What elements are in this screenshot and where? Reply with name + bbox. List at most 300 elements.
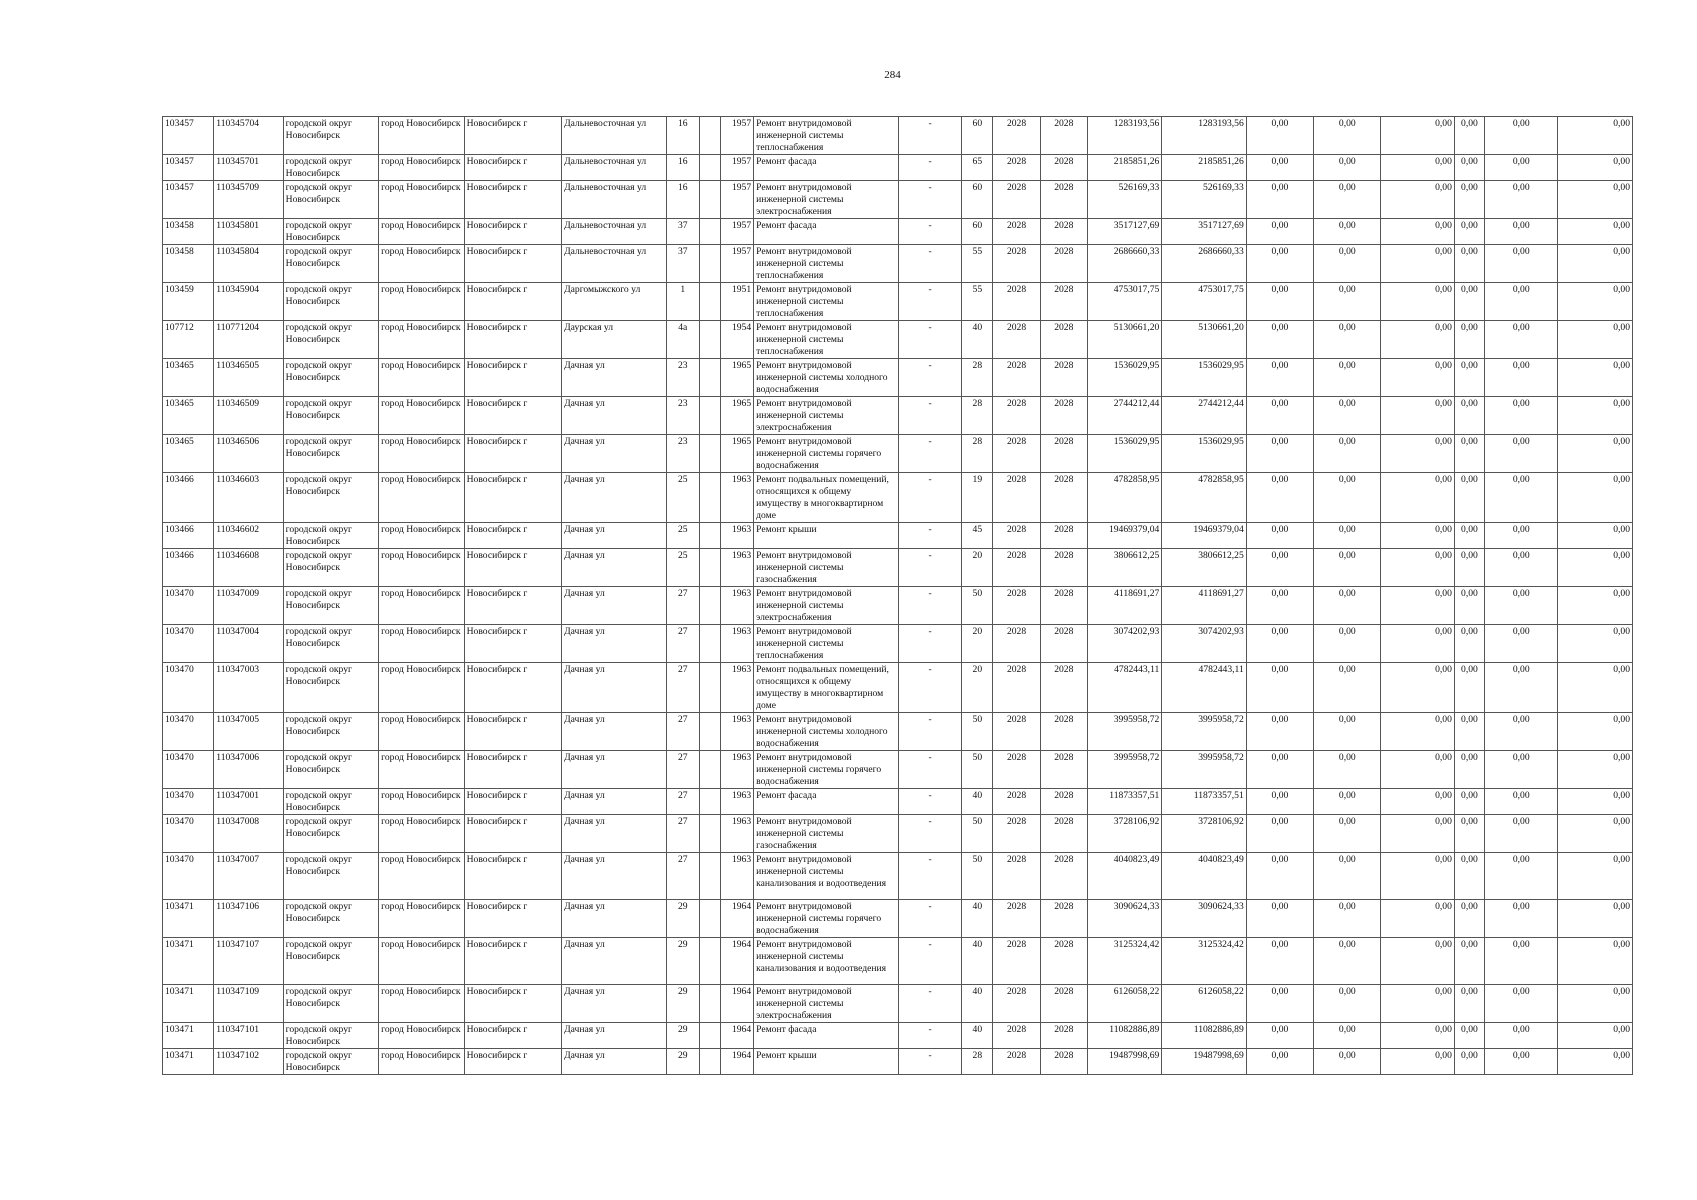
cell-settlement: город Новосибирск — [379, 181, 464, 219]
cell-budget-local: 0,00 — [1381, 523, 1454, 549]
cell-work-id: 110347008 — [214, 815, 283, 853]
cell-system-id: 103458 — [163, 219, 214, 245]
cell-building — [699, 900, 720, 938]
cell-budget-regional: 0,00 — [1314, 751, 1381, 789]
cell-budget-regional: 0,00 — [1314, 117, 1381, 155]
cell-plan-year-end: 2028 — [1040, 713, 1087, 751]
cell-work-type: Ремонт внутридомовой инженерной системы газоснабжения — [754, 549, 899, 587]
cell-budget-local: 0,00 — [1381, 938, 1454, 985]
cell-other-2: 0,00 — [1558, 219, 1633, 245]
cell-municipal-district: городской округ Новосибирск — [283, 359, 379, 397]
cell-budget-local: 0,00 — [1381, 181, 1454, 219]
cell-owners-share: 0,00 — [1454, 985, 1484, 1023]
cell-fund-cost: 11873357,51 — [1162, 789, 1246, 815]
cell-budget-federal: 0,00 — [1246, 900, 1313, 938]
cell-house-number: 25 — [666, 523, 699, 549]
cell-building — [699, 1023, 720, 1049]
cell-other-1: 0,00 — [1485, 853, 1558, 900]
cell-house-number: 37 — [666, 219, 699, 245]
cell-other-1: 0,00 — [1485, 181, 1558, 219]
cell-plan-year-start: 2028 — [993, 397, 1040, 435]
cell-system-id: 103465 — [163, 435, 214, 473]
cell-settlement: город Новосибирск — [379, 900, 464, 938]
cell-locality: Новосибирск г — [464, 397, 562, 435]
cell-locality: Новосибирск г — [464, 435, 562, 473]
cell-settlement: город Новосибирск — [379, 523, 464, 549]
cell-wear-percent: 40 — [962, 321, 993, 359]
cell-settlement: город Новосибирск — [379, 789, 464, 815]
cell-owners-share: 0,00 — [1454, 587, 1484, 625]
cell-total-cost: 3728106,92 — [1087, 815, 1161, 853]
cell-budget-regional: 0,00 — [1314, 435, 1381, 473]
cell-dash: - — [898, 473, 961, 523]
cell-locality: Новосибирск г — [464, 283, 562, 321]
cell-fund-cost: 1536029,95 — [1162, 359, 1246, 397]
cell-budget-federal: 0,00 — [1246, 625, 1313, 663]
cell-year-built: 1965 — [720, 359, 753, 397]
cell-dash: - — [898, 985, 961, 1023]
cell-municipal-district: городской округ Новосибирск — [283, 713, 379, 751]
cell-year-built: 1963 — [720, 549, 753, 587]
cell-wear-percent: 55 — [962, 245, 993, 283]
cell-other-1: 0,00 — [1485, 155, 1558, 181]
cell-settlement: город Новосибирск — [379, 435, 464, 473]
cell-work-type: Ремонт внутридомовой инженерной системы горячего водоснабжения — [754, 900, 899, 938]
cell-other-1: 0,00 — [1485, 117, 1558, 155]
cell-total-cost: 11082886,89 — [1087, 1023, 1161, 1049]
cell-total-cost: 2744212,44 — [1087, 397, 1161, 435]
table-row — [163, 473, 1633, 523]
cell-plan-year-end: 2028 — [1040, 853, 1087, 900]
cell-budget-regional: 0,00 — [1314, 155, 1381, 181]
table-row — [163, 117, 1633, 155]
cell-building — [699, 625, 720, 663]
cell-fund-cost: 5130661,20 — [1162, 321, 1246, 359]
cell-plan-year-end: 2028 — [1040, 625, 1087, 663]
cell-plan-year-end: 2028 — [1040, 359, 1087, 397]
cell-fund-cost: 19487998,69 — [1162, 1049, 1246, 1075]
cell-other-1: 0,00 — [1485, 625, 1558, 663]
cell-budget-regional: 0,00 — [1314, 473, 1381, 523]
cell-plan-year-end: 2028 — [1040, 435, 1087, 473]
cell-settlement: город Новосибирск — [379, 283, 464, 321]
cell-building — [699, 435, 720, 473]
cell-house-number: 27 — [666, 789, 699, 815]
cell-plan-year-start: 2028 — [993, 853, 1040, 900]
cell-street: Дачная ул — [562, 815, 667, 853]
cell-wear-percent: 40 — [962, 1023, 993, 1049]
cell-owners-share: 0,00 — [1454, 663, 1484, 713]
cell-other-1: 0,00 — [1485, 219, 1558, 245]
cell-dash: - — [898, 713, 961, 751]
cell-budget-local: 0,00 — [1381, 751, 1454, 789]
cell-building — [699, 713, 720, 751]
cell-house-number: 23 — [666, 397, 699, 435]
cell-other-2: 0,00 — [1558, 587, 1633, 625]
cell-budget-regional: 0,00 — [1314, 1023, 1381, 1049]
cell-plan-year-end: 2028 — [1040, 938, 1087, 985]
cell-wear-percent: 55 — [962, 283, 993, 321]
cell-settlement: город Новосибирск — [379, 853, 464, 900]
cell-owners-share: 0,00 — [1454, 1049, 1484, 1075]
cell-municipal-district: городской округ Новосибирск — [283, 625, 379, 663]
cell-other-2: 0,00 — [1558, 1023, 1633, 1049]
cell-plan-year-end: 2028 — [1040, 117, 1087, 155]
cell-budget-local: 0,00 — [1381, 283, 1454, 321]
cell-total-cost: 3090624,33 — [1087, 900, 1161, 938]
cell-municipal-district: городской округ Новосибирск — [283, 155, 379, 181]
cell-dash: - — [898, 815, 961, 853]
cell-work-id: 110347106 — [214, 900, 283, 938]
cell-system-id: 103471 — [163, 985, 214, 1023]
cell-system-id: 103470 — [163, 663, 214, 713]
cell-wear-percent: 60 — [962, 181, 993, 219]
cell-street: Даурская ул — [562, 321, 667, 359]
cell-work-type: Ремонт внутридомовой инженерной системы электроснабжения — [754, 181, 899, 219]
cell-system-id: 103466 — [163, 549, 214, 587]
cell-plan-year-start: 2028 — [993, 549, 1040, 587]
cell-budget-local: 0,00 — [1381, 245, 1454, 283]
cell-work-type: Ремонт внутридомовой инженерной системы теплоснабжения — [754, 117, 899, 155]
cell-building — [699, 181, 720, 219]
cell-settlement: город Новосибирск — [379, 985, 464, 1023]
cell-building — [699, 985, 720, 1023]
cell-budget-regional: 0,00 — [1314, 523, 1381, 549]
cell-other-2: 0,00 — [1558, 473, 1633, 523]
cell-system-id: 103471 — [163, 900, 214, 938]
cell-work-id: 110347004 — [214, 625, 283, 663]
cell-year-built: 1957 — [720, 219, 753, 245]
cell-other-2: 0,00 — [1558, 985, 1633, 1023]
cell-plan-year-start: 2028 — [993, 359, 1040, 397]
cell-owners-share: 0,00 — [1454, 815, 1484, 853]
cell-fund-cost: 1283193,56 — [1162, 117, 1246, 155]
cell-plan-year-start: 2028 — [993, 155, 1040, 181]
cell-plan-year-end: 2028 — [1040, 245, 1087, 283]
cell-work-type: Ремонт внутридомовой инженерной системы теплоснабжения — [754, 245, 899, 283]
cell-building — [699, 587, 720, 625]
cell-budget-regional: 0,00 — [1314, 900, 1381, 938]
cell-system-id: 103465 — [163, 359, 214, 397]
cell-budget-regional: 0,00 — [1314, 985, 1381, 1023]
cell-municipal-district: городской округ Новосибирск — [283, 549, 379, 587]
cell-other-1: 0,00 — [1485, 713, 1558, 751]
table-row — [163, 625, 1633, 663]
cell-budget-regional: 0,00 — [1314, 321, 1381, 359]
table-row — [163, 789, 1633, 815]
cell-total-cost: 2686660,33 — [1087, 245, 1161, 283]
cell-budget-federal: 0,00 — [1246, 815, 1313, 853]
cell-municipal-district: городской округ Новосибирск — [283, 245, 379, 283]
cell-year-built: 1951 — [720, 283, 753, 321]
cell-municipal-district: городской округ Новосибирск — [283, 321, 379, 359]
cell-dash: - — [898, 219, 961, 245]
cell-system-id: 103457 — [163, 117, 214, 155]
cell-wear-percent: 50 — [962, 713, 993, 751]
cell-budget-federal: 0,00 — [1246, 789, 1313, 815]
table-row — [163, 751, 1633, 789]
cell-plan-year-end: 2028 — [1040, 1049, 1087, 1075]
table-row — [163, 397, 1633, 435]
cell-budget-regional: 0,00 — [1314, 1049, 1381, 1075]
cell-budget-federal: 0,00 — [1246, 321, 1313, 359]
cell-plan-year-end: 2028 — [1040, 1023, 1087, 1049]
cell-plan-year-start: 2028 — [993, 789, 1040, 815]
cell-plan-year-start: 2028 — [993, 1049, 1040, 1075]
cell-system-id: 103457 — [163, 155, 214, 181]
table-row — [163, 587, 1633, 625]
cell-budget-local: 0,00 — [1381, 985, 1454, 1023]
cell-work-type: Ремонт крыши — [754, 523, 899, 549]
cell-other-2: 0,00 — [1558, 523, 1633, 549]
cell-owners-share: 0,00 — [1454, 1023, 1484, 1049]
cell-fund-cost: 3995958,72 — [1162, 751, 1246, 789]
cell-other-2: 0,00 — [1558, 815, 1633, 853]
cell-other-2: 0,00 — [1558, 435, 1633, 473]
cell-other-2: 0,00 — [1558, 853, 1633, 900]
cell-other-1: 0,00 — [1485, 245, 1558, 283]
table-row — [163, 181, 1633, 219]
cell-work-type: Ремонт фасада — [754, 155, 899, 181]
cell-wear-percent: 40 — [962, 985, 993, 1023]
cell-year-built: 1964 — [720, 985, 753, 1023]
cell-work-id: 110345804 — [214, 245, 283, 283]
cell-municipal-district: городской округ Новосибирск — [283, 815, 379, 853]
cell-budget-federal: 0,00 — [1246, 751, 1313, 789]
cell-street: Дачная ул — [562, 751, 667, 789]
cell-plan-year-start: 2028 — [993, 815, 1040, 853]
cell-other-1: 0,00 — [1485, 473, 1558, 523]
cell-plan-year-end: 2028 — [1040, 900, 1087, 938]
cell-year-built: 1963 — [720, 587, 753, 625]
cell-building — [699, 853, 720, 900]
cell-fund-cost: 4782858,95 — [1162, 473, 1246, 523]
cell-system-id: 103471 — [163, 938, 214, 985]
cell-year-built: 1963 — [720, 751, 753, 789]
cell-budget-federal: 0,00 — [1246, 435, 1313, 473]
table-row — [163, 321, 1633, 359]
cell-building — [699, 1049, 720, 1075]
table-row — [163, 155, 1633, 181]
table-row — [163, 245, 1633, 283]
cell-locality: Новосибирск г — [464, 473, 562, 523]
cell-locality: Новосибирск г — [464, 587, 562, 625]
cell-locality: Новосибирск г — [464, 523, 562, 549]
cell-building — [699, 359, 720, 397]
cell-other-1: 0,00 — [1485, 815, 1558, 853]
cell-work-id: 110345704 — [214, 117, 283, 155]
cell-owners-share: 0,00 — [1454, 523, 1484, 549]
cell-house-number: 27 — [666, 853, 699, 900]
cell-street: Дачная ул — [562, 473, 667, 523]
cell-other-2: 0,00 — [1558, 359, 1633, 397]
cell-owners-share: 0,00 — [1454, 751, 1484, 789]
cell-dash: - — [898, 938, 961, 985]
table-row — [163, 713, 1633, 751]
cell-owners-share: 0,00 — [1454, 155, 1484, 181]
cell-other-1: 0,00 — [1485, 549, 1558, 587]
cell-wear-percent: 28 — [962, 435, 993, 473]
cell-budget-regional: 0,00 — [1314, 938, 1381, 985]
cell-plan-year-end: 2028 — [1040, 751, 1087, 789]
cell-street: Дачная ул — [562, 938, 667, 985]
cell-wear-percent: 60 — [962, 117, 993, 155]
cell-year-built: 1957 — [720, 181, 753, 219]
cell-year-built: 1964 — [720, 938, 753, 985]
cell-total-cost: 2185851,26 — [1087, 155, 1161, 181]
cell-locality: Новосибирск г — [464, 853, 562, 900]
cell-locality: Новосибирск г — [464, 789, 562, 815]
cell-settlement: город Новосибирск — [379, 321, 464, 359]
cell-dash: - — [898, 181, 961, 219]
cell-other-1: 0,00 — [1485, 751, 1558, 789]
cell-wear-percent: 40 — [962, 938, 993, 985]
cell-street: Дачная ул — [562, 523, 667, 549]
cell-year-built: 1963 — [720, 853, 753, 900]
cell-fund-cost: 3074202,93 — [1162, 625, 1246, 663]
cell-wear-percent: 50 — [962, 853, 993, 900]
cell-settlement: город Новосибирск — [379, 473, 464, 523]
cell-owners-share: 0,00 — [1454, 789, 1484, 815]
cell-other-2: 0,00 — [1558, 900, 1633, 938]
cell-dash: - — [898, 321, 961, 359]
table-row — [163, 1049, 1633, 1075]
cell-wear-percent: 40 — [962, 900, 993, 938]
cell-fund-cost: 4040823,49 — [1162, 853, 1246, 900]
cell-plan-year-end: 2028 — [1040, 815, 1087, 853]
cell-budget-federal: 0,00 — [1246, 1023, 1313, 1049]
cell-plan-year-start: 2028 — [993, 283, 1040, 321]
cell-other-1: 0,00 — [1485, 900, 1558, 938]
cell-plan-year-end: 2028 — [1040, 473, 1087, 523]
cell-budget-local: 0,00 — [1381, 1049, 1454, 1075]
cell-locality: Новосибирск г — [464, 938, 562, 985]
cell-total-cost: 19487998,69 — [1087, 1049, 1161, 1075]
cell-budget-federal: 0,00 — [1246, 245, 1313, 283]
cell-year-built: 1963 — [720, 815, 753, 853]
cell-other-2: 0,00 — [1558, 117, 1633, 155]
cell-dash: - — [898, 283, 961, 321]
cell-total-cost: 3517127,69 — [1087, 219, 1161, 245]
cell-other-2: 0,00 — [1558, 789, 1633, 815]
cell-building — [699, 155, 720, 181]
cell-year-built: 1957 — [720, 117, 753, 155]
cell-system-id: 103470 — [163, 853, 214, 900]
cell-building — [699, 549, 720, 587]
cell-year-built: 1964 — [720, 1049, 753, 1075]
cell-street: Дачная ул — [562, 663, 667, 713]
cell-budget-regional: 0,00 — [1314, 245, 1381, 283]
cell-year-built: 1965 — [720, 397, 753, 435]
cell-owners-share: 0,00 — [1454, 117, 1484, 155]
cell-street: Дачная ул — [562, 587, 667, 625]
cell-house-number: 1 — [666, 283, 699, 321]
cell-building — [699, 751, 720, 789]
cell-system-id: 103459 — [163, 283, 214, 321]
cell-plan-year-end: 2028 — [1040, 985, 1087, 1023]
cell-work-id: 110347005 — [214, 713, 283, 751]
cell-budget-regional: 0,00 — [1314, 663, 1381, 713]
table-row — [163, 815, 1633, 853]
cell-wear-percent: 19 — [962, 473, 993, 523]
cell-house-number: 29 — [666, 985, 699, 1023]
cell-budget-local: 0,00 — [1381, 789, 1454, 815]
cell-system-id: 103470 — [163, 751, 214, 789]
cell-house-number: 4а — [666, 321, 699, 359]
cell-municipal-district: городской округ Новосибирск — [283, 789, 379, 815]
cell-house-number: 27 — [666, 713, 699, 751]
cell-street: Дачная ул — [562, 900, 667, 938]
cell-system-id: 103470 — [163, 789, 214, 815]
cell-dash: - — [898, 245, 961, 283]
cell-work-id: 110347102 — [214, 1049, 283, 1075]
cell-work-id: 110346505 — [214, 359, 283, 397]
cell-municipal-district: городской округ Новосибирск — [283, 523, 379, 549]
cell-year-built: 1965 — [720, 435, 753, 473]
cell-other-2: 0,00 — [1558, 155, 1633, 181]
cell-wear-percent: 20 — [962, 625, 993, 663]
cell-wear-percent: 45 — [962, 523, 993, 549]
cell-work-id: 110771204 — [214, 321, 283, 359]
cell-work-id: 110346602 — [214, 523, 283, 549]
cell-work-id: 110346506 — [214, 435, 283, 473]
cell-municipal-district: городской округ Новосибирск — [283, 181, 379, 219]
cell-dash: - — [898, 663, 961, 713]
cell-street: Дачная ул — [562, 789, 667, 815]
cell-system-id: 103470 — [163, 625, 214, 663]
cell-dash: - — [898, 587, 961, 625]
cell-locality: Новосибирск г — [464, 713, 562, 751]
cell-budget-regional: 0,00 — [1314, 359, 1381, 397]
cell-other-2: 0,00 — [1558, 713, 1633, 751]
cell-work-id: 110347101 — [214, 1023, 283, 1049]
cell-house-number: 23 — [666, 359, 699, 397]
cell-owners-share: 0,00 — [1454, 549, 1484, 587]
cell-building — [699, 117, 720, 155]
cell-total-cost: 1283193,56 — [1087, 117, 1161, 155]
cell-other-1: 0,00 — [1485, 523, 1558, 549]
cell-building — [699, 397, 720, 435]
cell-fund-cost: 6126058,22 — [1162, 985, 1246, 1023]
cell-dash: - — [898, 1023, 961, 1049]
cell-house-number: 27 — [666, 815, 699, 853]
cell-fund-cost: 4753017,75 — [1162, 283, 1246, 321]
cell-plan-year-end: 2028 — [1040, 587, 1087, 625]
cell-dash: - — [898, 523, 961, 549]
cell-wear-percent: 28 — [962, 359, 993, 397]
cell-fund-cost: 4118691,27 — [1162, 587, 1246, 625]
cell-locality: Новосибирск г — [464, 663, 562, 713]
cell-dash: - — [898, 625, 961, 663]
cell-street: Дальневосточная ул — [562, 181, 667, 219]
table-row — [163, 985, 1633, 1023]
cell-work-type: Ремонт внутридомовой инженерной системы канализования и водоотведения — [754, 853, 899, 900]
cell-other-1: 0,00 — [1485, 663, 1558, 713]
cell-locality: Новосибирск г — [464, 321, 562, 359]
cell-locality: Новосибирск г — [464, 985, 562, 1023]
cell-street: Дачная ул — [562, 359, 667, 397]
cell-budget-local: 0,00 — [1381, 587, 1454, 625]
cell-total-cost: 3125324,42 — [1087, 938, 1161, 985]
cell-dash: - — [898, 549, 961, 587]
cell-plan-year-end: 2028 — [1040, 523, 1087, 549]
cell-system-id: 103471 — [163, 1049, 214, 1075]
cell-building — [699, 663, 720, 713]
cell-street: Дачная ул — [562, 435, 667, 473]
cell-budget-local: 0,00 — [1381, 625, 1454, 663]
cell-plan-year-start: 2028 — [993, 625, 1040, 663]
cell-work-type: Ремонт внутридомовой инженерной системы электроснабжения — [754, 587, 899, 625]
